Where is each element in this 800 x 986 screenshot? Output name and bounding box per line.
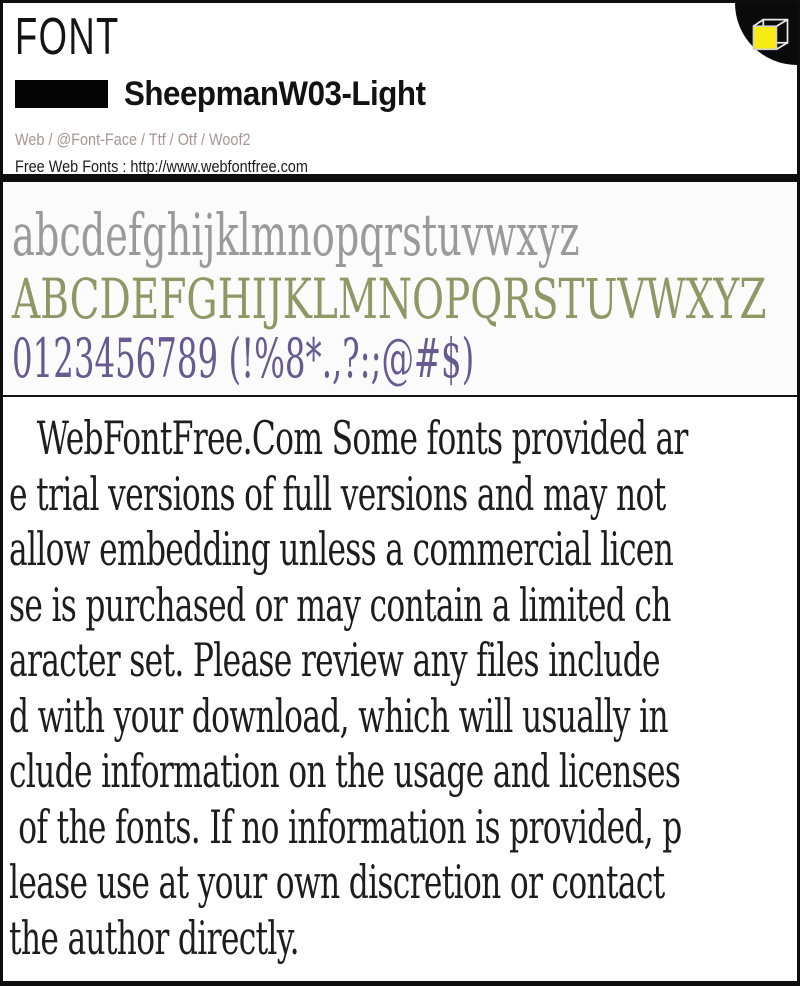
preview-text-line: d with your download, which will usually in xyxy=(9,688,668,743)
preview-text-line: allow embedding unless a commercial licen xyxy=(9,522,674,576)
glyph-samples-section xyxy=(3,182,797,395)
site-url-link[interactable]: Free Web Fonts : http://www.webfontfree.com xyxy=(15,157,308,174)
header-divider xyxy=(3,174,797,182)
color-swatch xyxy=(15,80,108,108)
font-name-row xyxy=(15,74,797,113)
preview-text-line: e trial versions of full versions and may not xyxy=(9,466,666,521)
preview-text-line: clude information on the usage and licenses xyxy=(9,744,681,798)
font-name-heading: SheepmanW03-Light xyxy=(124,74,426,113)
font-formats-text: Web / @Font-Face / Ttf / Otf / Woof2 xyxy=(15,130,251,149)
page-title: FONT xyxy=(15,8,120,66)
header xyxy=(3,3,797,174)
preview-text-line: of the fonts. If no information is provided, p xyxy=(9,799,682,854)
preview-text-line: lease use at your own discretion or contact xyxy=(9,855,665,909)
preview-text-line: WebFontFree.Com Some fonts provided ar xyxy=(9,411,688,465)
sample-lowercase: abcdefghijklmnopqrstuvwxyz xyxy=(12,201,580,269)
license-preview-text xyxy=(3,395,797,981)
preview-text-line: the author directly. xyxy=(9,910,299,965)
sample-uppercase: ABCDEFGHIJKLMNOPQRSTUVWXYZ xyxy=(12,267,767,331)
preview-text-line: aracter set. Please review any files include xyxy=(9,633,660,687)
preview-text-line: se is purchased or may contain a limited ch xyxy=(9,577,671,632)
sample-digits-symbols: 0123456789 (!%8*.,?:;@#$) xyxy=(12,327,475,390)
cube-3d-icon xyxy=(749,13,793,57)
